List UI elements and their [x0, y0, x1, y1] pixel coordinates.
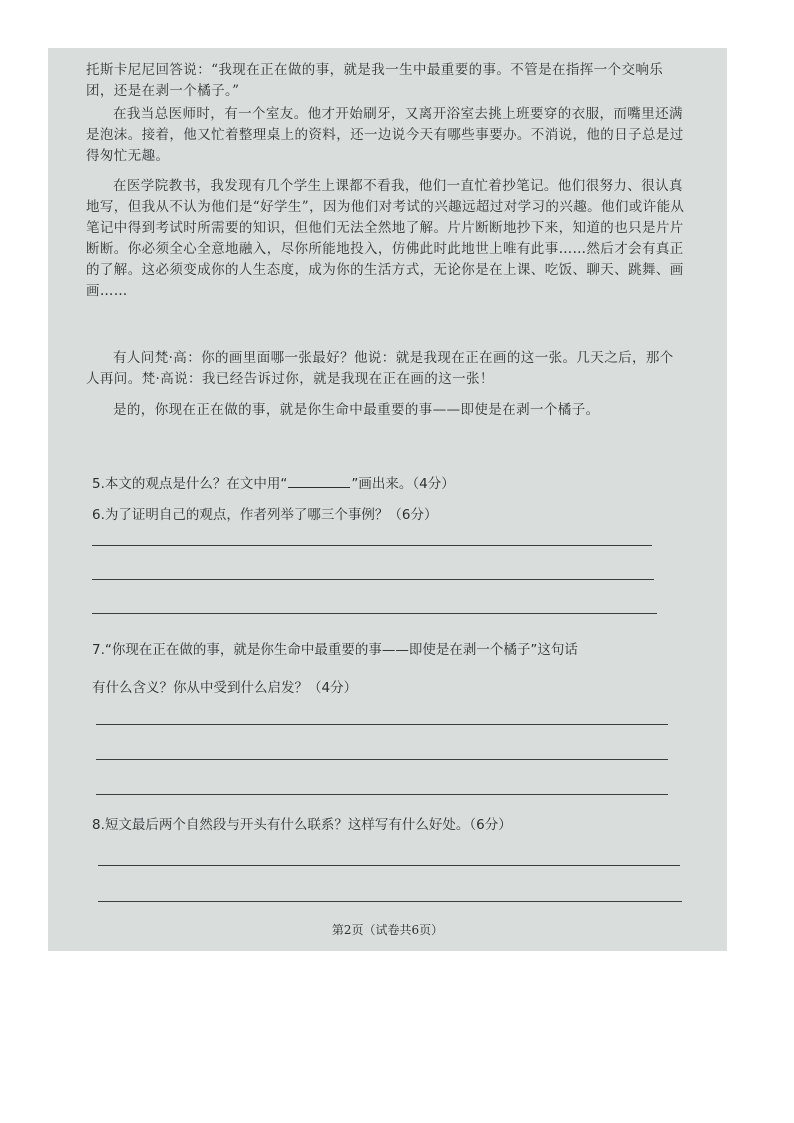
answer-line[interactable]	[98, 865, 680, 866]
answer-line[interactable]	[92, 545, 652, 546]
answer-line[interactable]	[92, 579, 654, 580]
answer-line[interactable]	[92, 613, 657, 614]
passage-paragraph-3: 在医学院教书，我发现有几个学生上课都不看我，他们一直忙着抄笔记。他们很努力、很认真地写，但我从不认为他们是“好学生”，因为他们对考试的兴趣远超过对学习的兴趣。他们或许能从笔记中得到考试时所需要的知识，但他们无法全然地了解。片片断断地抄下来，知道的也只是片片断断。你必须全心全意地融入，尽你所能地投入，仿佛此时此地世上唯有此事……然后才会有真正的了解。这必须变成你的人生态度，成为你的生活方式，无论你是在上课、吃饭、聊天、跳舞、画画……	[86, 178, 685, 299]
page-footer: 第2页（试卷共6页）	[331, 923, 444, 937]
question-5-text-after: ”画出来。（4分）	[351, 476, 455, 492]
scanned-exam-page	[48, 48, 727, 951]
question-8: 8.短文最后两个自然段与开头有什么联系？这样写有什么好处。（6分）	[92, 817, 512, 833]
answer-line[interactable]	[98, 901, 682, 902]
passage-paragraph-1: 托斯卡尼尼回答说：“我现在正在做的事，就是我一生中最重要的事。不管是在指挥一个交响乐团，还是在剥一个橘子。”	[86, 62, 664, 99]
answer-line[interactable]	[96, 724, 668, 725]
question-7-line-2: 有什么含义？你从中受到什么启发？（4分）	[92, 680, 358, 696]
question-7-line-1: 7.“你现在正在做的事，就是你生命中最重要的事——即使是在剥一个橘子”这句话	[92, 642, 578, 658]
question-5	[92, 474, 692, 494]
question-5-text-before: 5.本文的观点是什么？在文中用“	[92, 476, 288, 492]
question-6: 6.为了证明自己的观点，作者列举了哪三个事例？（6分）	[92, 507, 438, 523]
passage-paragraph-5: 是的，你现在正在做的事，就是你生命中最重要的事——即使是在剥一个橘子。	[113, 402, 600, 418]
question-5-inline-blank[interactable]	[288, 475, 350, 488]
answer-line[interactable]	[96, 759, 668, 760]
answer-line[interactable]	[96, 794, 668, 795]
passage-paragraph-4: 有人问梵·高：你的画里面哪一张最好？他说：就是我现在正在画的这一张。几天之后，那个人再问。梵·高说：我已经告诉过你，就是我现在正在画的这一张！	[86, 350, 674, 387]
passage-paragraph-2: 在我当总医师时，有一个室友。他才开始刷牙，又离开浴室去挑上班要穿的衣服，而嘴里还满是泡沫。接着，他又忙着整理桌上的资料，还一边说今天有哪些事要办。不消说，他的日子总是过得匆忙无趣。	[86, 106, 684, 164]
